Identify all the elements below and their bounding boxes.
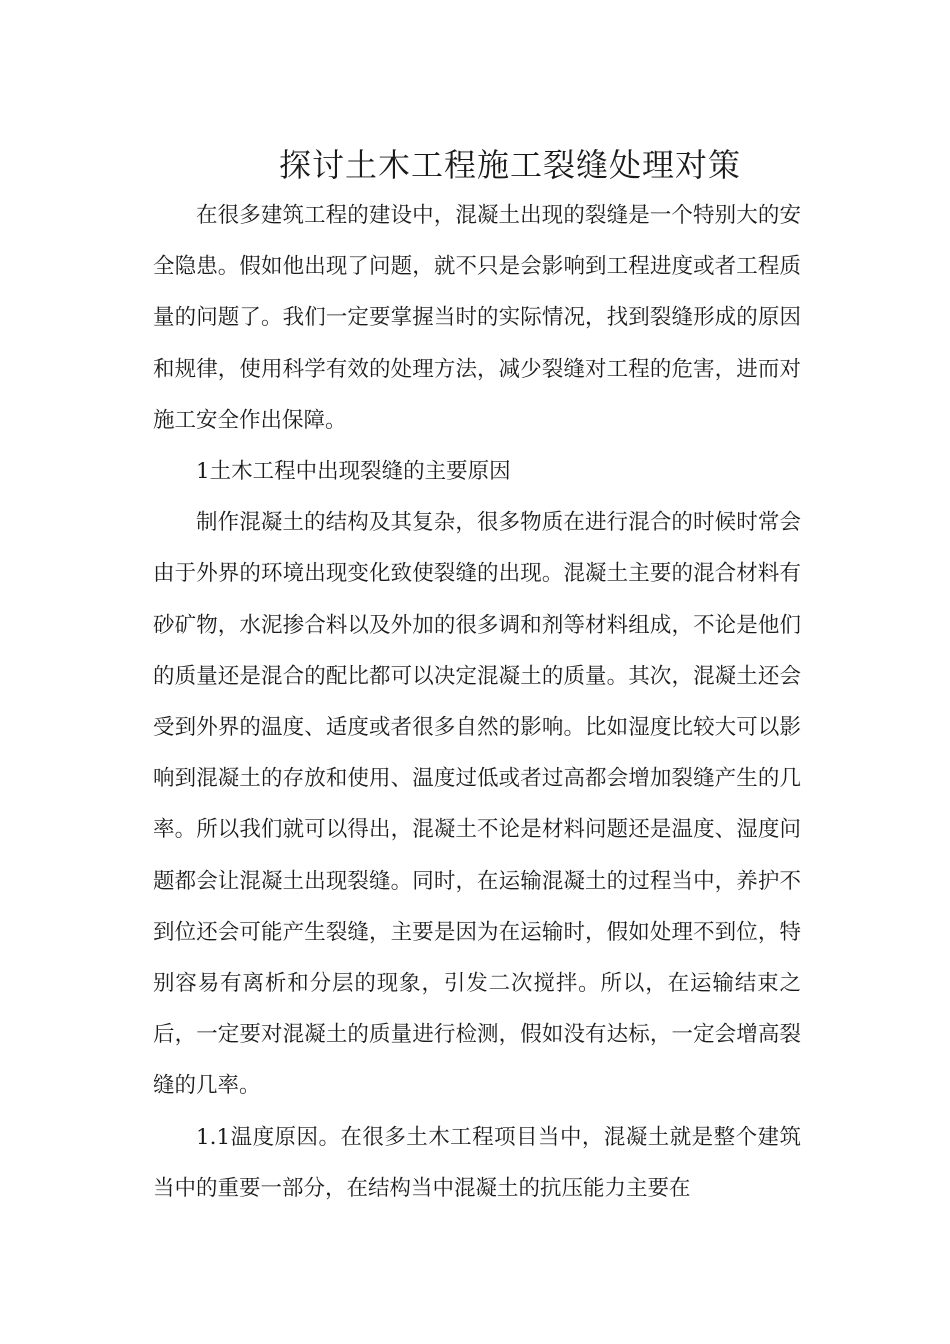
document-body: [153, 190, 801, 1214]
paragraph-causes: 制作混凝土的结构及其复杂，很多物质在进行混合的时候时常会由于外界的环境出现变化致使裂缝的出现。混凝土主要的混合材料有砂矿物，水泥掺合料以及外加的很多调和剂等材料组成，不论是他们的质量还是混合的配比都可以决定混凝土的质量。其次，混凝土还会受到外界的温度、适度或者很多自然的影响。比如湿度比较大可以影响到混凝土的存放和使用、温度过低或者过高都会增加裂缝产生的几率。所以我们就可以得出，混凝土不论是材料问题还是温度、湿度问题都会让混凝土出现裂缝。同时，在运输混凝土的过程当中，养护不到位还会可能产生裂缝，主要是因为在运输时，假如处理不到位，特别容易有离析和分层的现象，引发二次搅拌。所以，在运输结束之后，一定要对混凝土的质量进行检测，假如没有达标，一定会增高裂缝的几率。: [153, 510, 801, 1099]
paragraph-intro: 在很多建筑工程的建设中，混凝土出现的裂缝是一个特别大的安全隐患。假如他出现了问题，就不只是会影响到工程进度或者工程质量的问题了。我们一定要掌握当时的实际情况，找到裂缝形成的原因和规律，使用科学有效的处理方法，减少裂缝对工程的危害，进而对施工安全作出保障。: [153, 203, 801, 433]
document-title: 探讨土木工程施工裂缝处理对策: [278, 146, 741, 185]
section-heading-1: 1土木工程中出现裂缝的主要原因: [196, 459, 511, 485]
paragraph-temperature: 1.1温度原因。在很多土木工程项目当中，混凝土就是整个建筑当中的重要一部分，在结构当中混凝土的抗压能力主要在: [153, 1124, 801, 1201]
